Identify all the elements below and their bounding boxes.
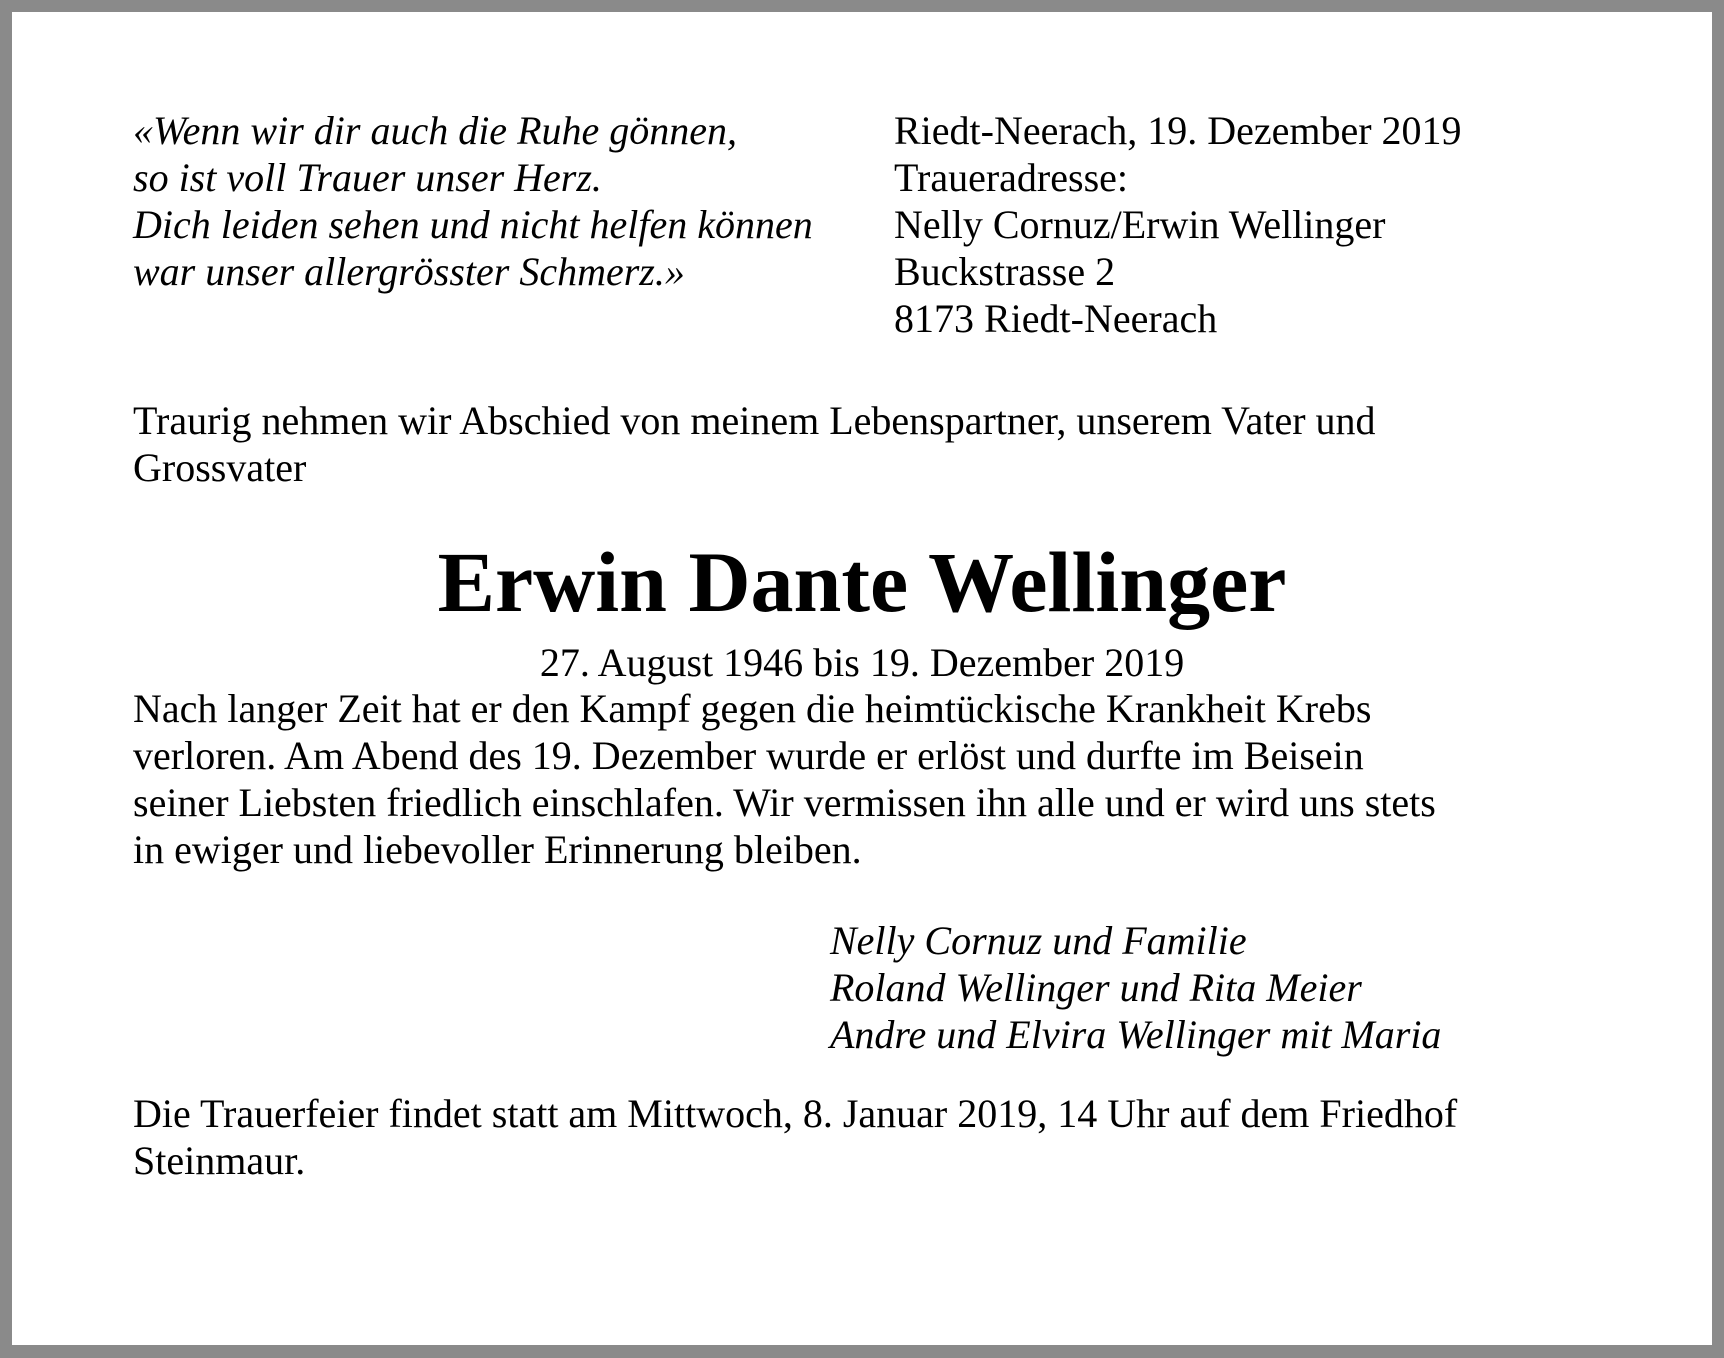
funeral-line: Die Trauerfeier findet statt am Mittwoch, 8. Januar 2019, 14 Uhr auf dem Friedhof [133, 1091, 1458, 1136]
mourner-line: Roland Wellinger und Rita Meier [830, 965, 1362, 1010]
poem-line: so ist voll Trauer unser Herz. [133, 155, 602, 200]
intro-line: Grossvater [133, 445, 307, 490]
poem-line: «Wenn wir dir auch die Ruhe gönnen, [133, 108, 738, 153]
address-name: Nelly Cornuz/Erwin Wellinger [894, 202, 1386, 247]
address-city: 8173 Riedt-Neerach [894, 296, 1218, 341]
intro-line: Traurig nehmen wir Abschied von meinem Lebenspartner, unserem Vater und [133, 398, 1376, 443]
poem-line: war unser allergrösster Schmerz.» [133, 249, 685, 294]
address-label: Traueradresse: [894, 155, 1129, 200]
address-street: Buckstrasse 2 [894, 249, 1116, 294]
body-line: verloren. Am Abend des 19. Dezember wurde er erlöst und durfte im Beisein [133, 733, 1364, 778]
obituary-page [12, 12, 1712, 1345]
deceased-name: Erwin Dante Wellinger [437, 534, 1287, 630]
place-date: Riedt-Neerach, 19. Dezember 2019 [894, 108, 1462, 153]
poem-line: Dich leiden sehen und nicht helfen können [133, 202, 813, 247]
life-dates: 27. August 1946 bis 19. Dezember 2019 [539, 640, 1185, 685]
body-line: seiner Liebsten friedlich einschlafen. Wir vermissen ihn alle und er wird uns stets [133, 780, 1436, 825]
body-line: Nach langer Zeit hat er den Kampf gegen die heimtückische Krankheit Krebs [133, 686, 1372, 731]
mourner-line: Andre und Elvira Wellinger mit Maria [830, 1012, 1442, 1057]
body-line: in ewiger und liebevoller Erinnerung bleiben. [133, 827, 862, 872]
funeral-line: Steinmaur. [133, 1138, 306, 1183]
mourner-line: Nelly Cornuz und Familie [830, 918, 1247, 963]
